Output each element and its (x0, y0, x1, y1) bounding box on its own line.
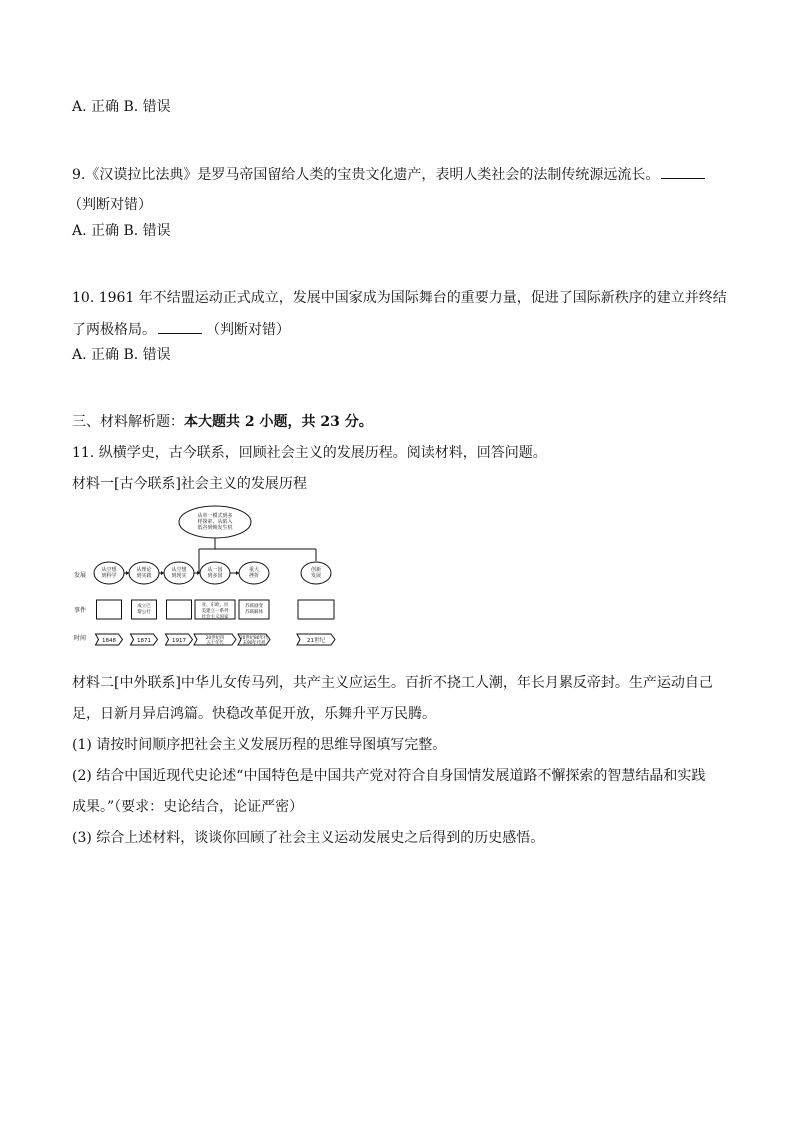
stage-text-4: 重大 (248, 567, 260, 573)
top-note-text: 样探索、从陷入 (197, 519, 233, 525)
stage-text-5: 创新 (310, 567, 322, 573)
section-heading-bold: 本大题共 2 小题，共 23 分。 (184, 414, 373, 430)
q11-material2-line1: 材料二[中外联系]中华儿女传马列，共产主义应运生。百折不挠工人潮，年长月累反帝封。生产运动自己 (72, 675, 713, 691)
row-label-2: 时间 (74, 635, 87, 642)
stage-arrowhead-1 (161, 571, 164, 575)
time-text-3: 五十年代 (206, 641, 224, 646)
stage-text-2: 从空想 (171, 567, 187, 573)
stage-text-3: 到多国 (207, 573, 223, 579)
q11-material2-line2: 足，日新月异启鸿篇。快稳改革促开放，乐舞升平万民腾。 (72, 706, 436, 722)
socialism-mind-map-diagram (72, 505, 347, 650)
row-label-0: 发展 (74, 572, 87, 579)
stage-text-5: 发展 (310, 573, 322, 579)
event-text-3: 社会主义国家 (201, 615, 229, 620)
q10-question: 10. 1961 年不结盟运动正式成立，发展中国家成为国际舞台的重要力量，促进了国际新秩序的建立并终结 (72, 290, 727, 306)
q10-text-pre: 了两极格局。 (72, 322, 156, 338)
time-text-4: 20世纪80年代 (239, 636, 269, 641)
event-text-3: 美建立一系列 (201, 609, 229, 614)
event-text-4: 苏联解体 (245, 610, 263, 615)
stage-text-4: 挫折 (248, 573, 260, 579)
time-text-3: 20世纪四 (205, 636, 225, 641)
stage-text-1: 从理论 (136, 567, 152, 573)
q9-question (72, 164, 709, 185)
event-box-5 (298, 600, 334, 619)
q11-sub2-line2: 成果。”（要求：史论结合，论证严密） (72, 799, 304, 815)
top-note-text: 从单一模式到多 (197, 513, 233, 519)
q11-sub3: (3) 综合上述材料，谈谈你回顾了社会主义运动发展史之后得到的历史感悟。 (72, 830, 545, 846)
time-text-2: 1917 (172, 638, 186, 644)
q10-answer-blank[interactable] (158, 319, 202, 334)
q8-options: A. 正确 B. 错误 (72, 99, 171, 115)
top-note-text: 低谷到焕发生机 (197, 525, 233, 531)
q9-text: 9.《汉谟拉比法典》是罗马帝国留给人类的宝贵文化遗产，表明人类社会的法制传统源远流长。 (72, 167, 660, 183)
q9-instruction: （判断对错） (68, 197, 152, 213)
stage-arrowhead-0 (126, 571, 129, 575)
q11-sub2-line1: (2) 结合中国近现代史论述“中国特色是中国共产党对符合自身国情发展道路不懈探索的智慧结晶和实践 (72, 768, 706, 784)
q11-intro: 11. 纵横学史，古今联系，回顾社会主义的发展历程。阅读材料，回答问题。 (72, 445, 547, 461)
section-heading-prefix: 三、材料解析题： (72, 414, 184, 430)
event-text-3: 亚、东欧、拉 (201, 603, 229, 608)
time-text-1: 1871 (137, 638, 151, 644)
event-text-4: 苏联剧变 (245, 604, 263, 609)
stage-text-0: 到科学 (101, 573, 117, 579)
q10-instruction: （判断对错） (206, 322, 290, 338)
q9-options: A. 正确 B. 错误 (72, 223, 171, 239)
event-text-1: 黎公社 (137, 610, 151, 615)
stage-text-0: 从空想 (101, 567, 117, 573)
q11-sub1: (1) 请按时间顺序把社会主义发展历程的思维导图填写完整。 (72, 737, 447, 753)
stage-text-2: 到现实 (171, 573, 187, 579)
event-text-1: 成立巴 (137, 604, 151, 609)
time-text-5: 21世纪 (307, 638, 325, 644)
event-box-0 (97, 600, 122, 619)
time-text-4: 末90年代初 (242, 641, 266, 646)
row-label-1: 事件 (74, 607, 87, 614)
q11-material1-title: 材料一[古今联系]社会主义的发展历程 (72, 476, 307, 492)
q10-question-cont (72, 319, 290, 340)
event-box-2 (167, 600, 192, 619)
q9-answer-blank[interactable] (661, 164, 705, 179)
q10-options: A. 正确 B. 错误 (72, 347, 171, 363)
time-text-0: 1848 (102, 638, 116, 644)
stage-text-3: 从一国 (207, 567, 223, 573)
stage-text-1: 到实践 (136, 573, 152, 579)
section-heading (72, 412, 373, 432)
